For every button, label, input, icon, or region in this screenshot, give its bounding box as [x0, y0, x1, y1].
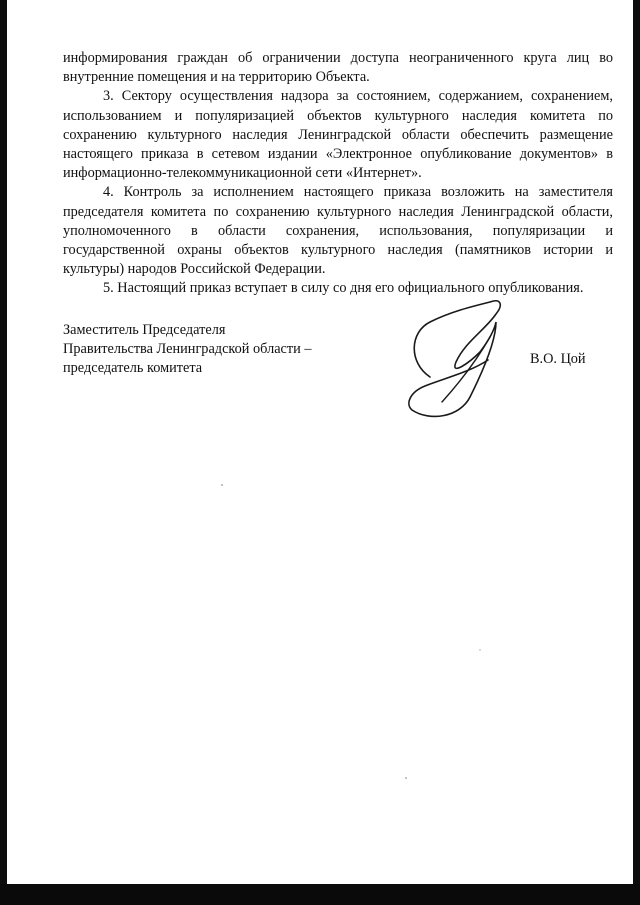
paragraph-item-4: 4. Контроль за исполнением настоящего приказа возложить на заместителя председателя комитета по сохранению культурного наследия Ленинградской области, уполномоченного в области сохранения, использования, популяризации и государственной охраны объектов культурного наследия (памятников истории и культуры) народов Российской Федерации. — [63, 184, 613, 278]
position-line-3: председатель комитета — [63, 360, 203, 377]
paragraph-item-5: 5. Настоящий приказ вступает в силу со дня его официального опубликования. — [103, 280, 584, 297]
paragraph-item-3: 3. Сектору осуществления надзора за состоянием, содержанием, сохранением, использованием и популяризацией объектов культурного наследия комитета по сохранению культурного наследия Ленинградской области обеспечить размещение настоящего приказа в сетевом издании «Электронное опубликование документов» в информационно-телекоммуникационной сети «Интернет». — [63, 88, 613, 182]
signatory-name: В.О. Цой — [530, 351, 586, 367]
document-body — [63, 49, 613, 299]
signatory-position — [63, 321, 363, 379]
position-line-1: Заместитель Председателя — [63, 322, 226, 338]
handwritten-signature — [400, 282, 520, 422]
scan-right-edge — [633, 0, 640, 884]
scan-left-edge — [0, 0, 7, 884]
paragraph-continuation: информирования граждан об ограничении доступа неограниченного круга лиц во внутренние помещения и на территорию Объекта. — [63, 50, 613, 86]
scan-bottom-edge — [0, 884, 640, 905]
position-line-2: Правительства Ленинградской области – — [63, 341, 312, 358]
